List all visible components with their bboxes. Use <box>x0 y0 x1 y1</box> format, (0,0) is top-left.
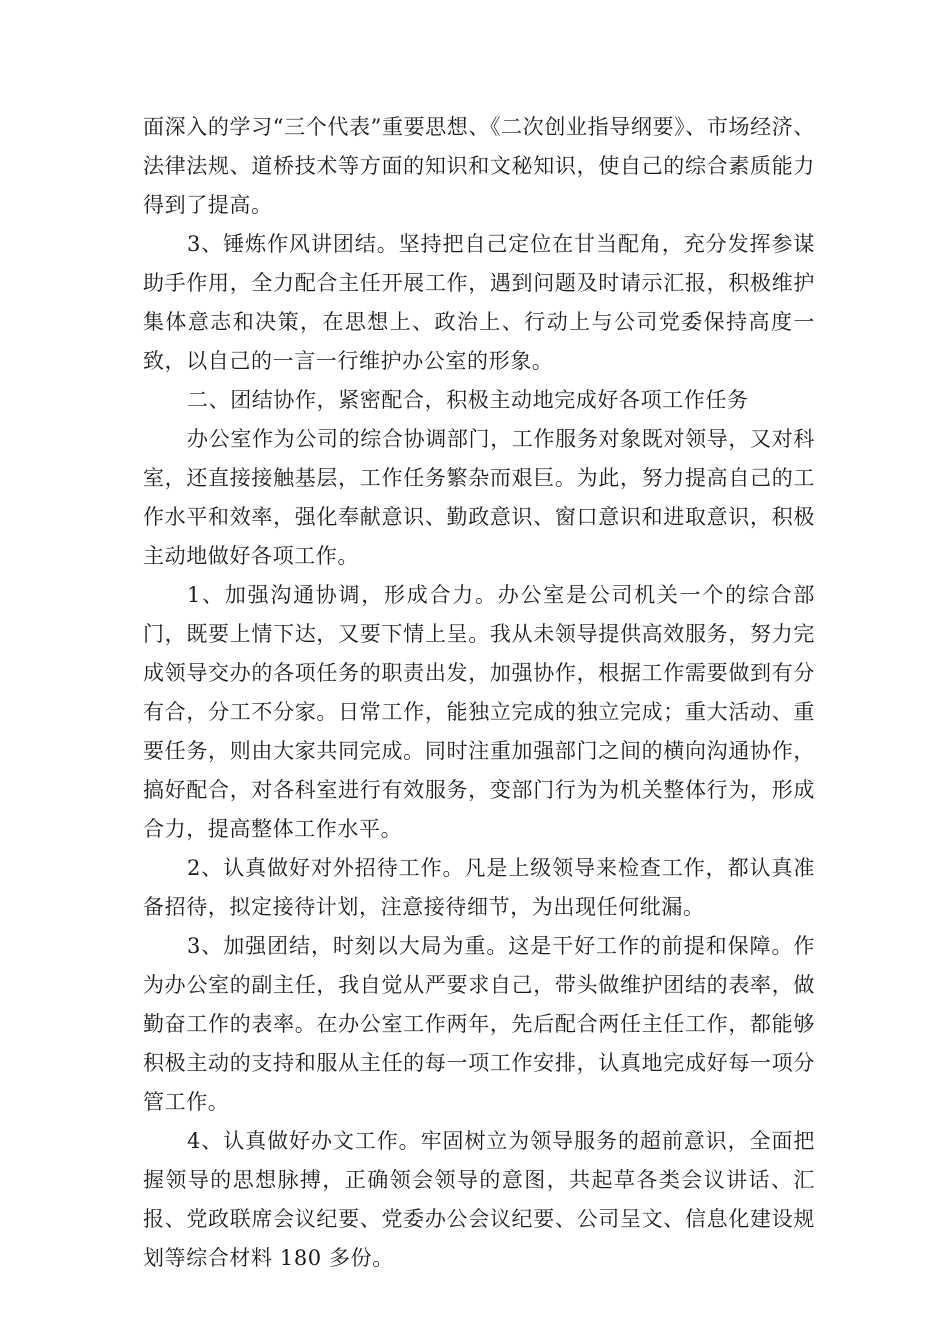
document-body <box>143 108 815 1278</box>
paragraph-item-3-unity: 3、加强团结，时刻以大局为重。这是干好工作的前提和保障。作为办公室的副主任，我自觉从严要求自己，带头做维护团结的表率，做勤奋工作的表率。在办公室工作两年，先后配合两任主任工作，都能够积极主动的支持和服从主任的每一项工作安排，认真地完成好每一项分管工作。 <box>143 934 815 1114</box>
paragraph-item-2-reception: 2、认真做好对外招待工作。凡是上级领导来检查工作，都认真准备招待，拟定接待计划，注意接待细节，为出现任何纰漏。 <box>143 856 815 919</box>
paragraph-item-3-style: 3、锤炼作风讲团结。坚持把自己定位在甘当配角，充分发挥参谋助手作用，全力配合主任开展工作，遇到问题及时请示汇报，积极维护集体意志和决策，在思想上、政治上、行动上与公司党委保持高度一致，以自己的一言一行维护办公室的形象。 <box>143 232 815 373</box>
paragraph-item-4-documents: 4、认真做好办文工作。牢固树立为领导服务的超前意识，全面把握领导的思想脉搏，正确领会领导的意图，共起草各类会议讲话、汇报、党政联席会议纪要、党委办公会议纪要、公司呈文、信息化建设规划等综合材料 180 多份。 <box>143 1129 815 1270</box>
paragraph-office-intro: 办公室作为公司的综合协调部门，工作服务对象既对领导，又对科室，还直接接触基层，工作任务繁杂而艰巨。为此，努力提高自己的工作水平和效率，强化奉献意识、勤政意识、窗口意识和进取意识，积极主动地做好各项工作。 <box>143 427 815 568</box>
paragraph-item-1-coordination: 1、加强沟通协调，形成合力。办公室是公司机关一个的综合部门，既要上情下达，又要下情上呈。我从未领导提供高效服务，努力完成领导交办的各项任务的职责出发，加强协作，根据工作需要做到有分有合，分工不分家。日常工作，能独立完成的独立完成；重大活动、重要任务，则由大家共同完成。同时注重加强部门之间的横向沟通协作，搞好配合，对各科室进行有效服务，变部门行为为机关整体行为，形成合力，提高整体工作水平。 <box>143 583 815 841</box>
paragraph-continuation: 面深入的学习“三个代表”重要思想、《二次创业指导纲要》、市场经济、法律法规、道桥技术等方面的知识和文秘知识，使自己的综合素质能力得到了提高。 <box>143 115 815 217</box>
section-heading-2: 二、团结协作，紧密配合，积极主动地完成好各项工作任务 <box>187 388 749 412</box>
